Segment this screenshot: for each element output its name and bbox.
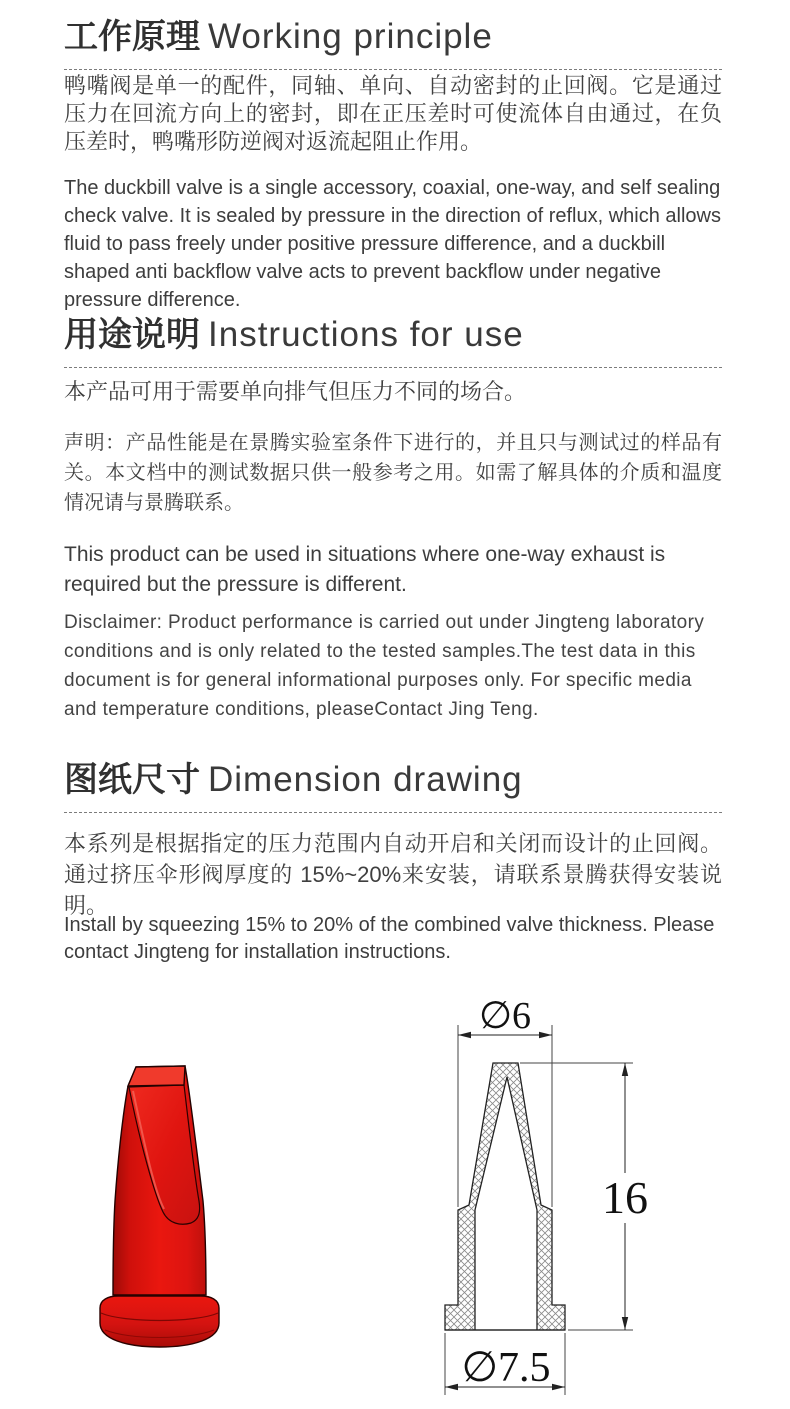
dimension-text-en: Install by squeezing 15% to 20% of the combined valve thickness. Please contact Jingteng for installation instructions.: [64, 914, 715, 963]
dimension-drawing-figure: [440, 995, 755, 1403]
duckbill-valve-render: [92, 1058, 232, 1353]
dimension-text-en-wrap: [64, 912, 722, 966]
duckbill-valve-cross-section: [440, 995, 755, 1403]
section-instructions-for-use: [64, 312, 722, 368]
usage-text-en: This product can be used in situations where one-way exhaust is required but the pressure is different.: [64, 543, 666, 596]
section-working-principle: [64, 14, 722, 70]
section-title-instructions: [64, 312, 722, 368]
usage-text-cn: 本产品可用于需要单向排气但压力不同的场合。: [64, 379, 527, 404]
dimension-text-cn-wrap: [64, 828, 722, 921]
section-dimension-drawing: [64, 757, 722, 813]
section-title-dimension: [64, 757, 722, 813]
disclaimer-text-cn-wrap: [64, 428, 722, 518]
top-diameter-label: ∅6: [478, 995, 532, 1037]
working-principle-text-cn-wrap: [64, 72, 722, 156]
section-title-en: Dimension drawing: [208, 760, 523, 799]
usage-text-en-wrap: [64, 540, 722, 600]
section-title-cn: 工作原理: [64, 18, 200, 56]
dimension-text-cn: 本系列是根据指定的压力范围内自动开启和关闭而设计的止回阀。通过挤压伞形阀厚度的 15%~20%来安装，请联系景腾获得安装说明。: [64, 831, 722, 918]
product-photo: [92, 1058, 232, 1353]
disclaimer-text-en: Disclaimer: Product performance is carried out under Jingteng laboratory conditions and is only related to the tested samples.The test data in this document is for general informational purposes only. For specific media and temperature conditions, pleaseContact Jing Teng.: [64, 612, 705, 720]
section-title-cn: 用途说明: [64, 316, 200, 354]
section-title-en: Instructions for use: [208, 315, 524, 354]
section-title-working-principle: [64, 14, 722, 70]
section-title-en: Working principle: [208, 17, 493, 56]
working-principle-text-cn: 鸭嘴阀是单一的配件，同轴、单向、自动密封的止回阀。它是通过压力在回流方向上的密封，即在正压差时可使流体自由通过，在负压差时，鸭嘴形防逆阀对返流起阻止作用。: [64, 73, 722, 154]
base-diameter-label: ∅7.5: [461, 1345, 551, 1391]
height-label: 16: [602, 1172, 648, 1223]
usage-text-cn-wrap: [64, 378, 722, 406]
disclaimer-text-en-wrap: [64, 608, 722, 724]
disclaimer-text-cn: 声明：产品性能是在景腾实验室条件下进行的，并且只与测试过的样品有关。本文档中的测试数据只供一般参考之用。如需了解具体的介质和温度情况请与景腾联系。: [64, 432, 722, 514]
working-principle-text-en: The duckbill valve is a single accessory, coaxial, one-way, and self sealing check valve. It is sealed by pressure in the direction of reflux, which allows fluid to pass freely under positive pressure difference, and a duckbill shaped anti backflow valve acts to prevent backflow under negative pressure difference.: [64, 177, 721, 311]
working-principle-text-en-wrap: [64, 174, 722, 314]
section-title-cn: 图纸尺寸: [64, 761, 200, 799]
